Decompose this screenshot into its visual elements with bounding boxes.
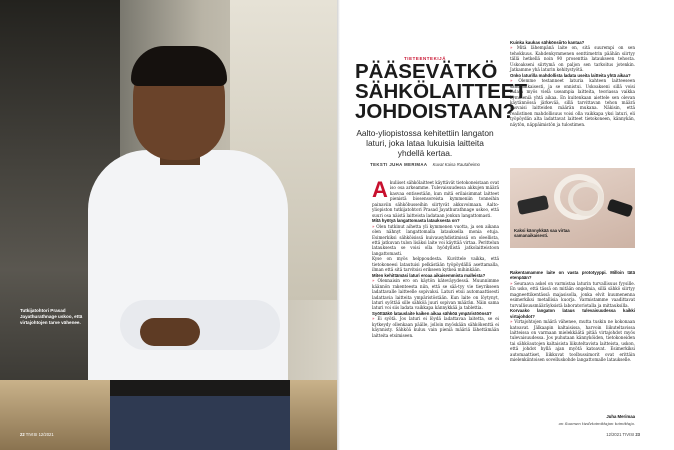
question: Syöttääkö latauslaite kaiken aikaa sähköä ympäristöönsä? xyxy=(372,310,492,316)
answer: » Ei syötä. Jos laturi ei löydä ladattavaa laitetta, se ei kytkeydy ollenkaan päälle, jolloin myöskään sähkökenttä ei käynnisty. Sähköä kuluu vain pieniä määriä lähettämään laitteita etsimiseen. xyxy=(372,316,499,338)
answer: » Olen tutkinut aihetta yli kymmenen vuotta, ja sen aikana olen nähnyt langattomalla latauksella monia etuja. Esimerkiksi sähköisissä kuivausyhdistimissä on oleellista, että jatkuvan tulon lisäksi laite voi käyttää virtaa. Perittelun latauksesta se voisi olla hyödyllistä jatkolaitteistoon langattomasti. xyxy=(372,224,499,257)
byline-photographer: Kuvat Kaisa Rautaheimo xyxy=(432,162,480,167)
question: Mitä hyötyä langattomasta latauksesta on? xyxy=(372,218,460,224)
phone-left xyxy=(517,195,549,215)
byline-author: TEKSTI JUHA MERIMAA xyxy=(370,162,428,167)
inset-caption: Kaksi kännykkää saa virtaa samanaikaisesti. xyxy=(514,228,570,239)
question: Rakentamamme laite on vasta prototyyppi. Milloin tätä etenpään? xyxy=(510,270,635,281)
paragraph-lead: Kyse on myös helppoudesta. xyxy=(372,256,443,262)
inset-photo xyxy=(510,168,635,248)
paragraph-text: Kuvittele vaikka, että tietokoneesi latautuisi pelkästään työpöydällä asettamalla, ilman että sitä tarvitsisi erikseen kytkeä mihinkään. xyxy=(372,256,499,273)
right-page-number: 23 xyxy=(635,432,640,437)
headline: PÄÄSEVÄTKÖ SÄHKÖLAITTEET JOHDOISTAAN? xyxy=(355,60,527,123)
author-role: on Suomen tiedetoimittajan toimittaja. xyxy=(558,421,635,426)
left-issue: 12/2021 xyxy=(38,432,54,437)
answer: » Olemme testanneet laturia kahteen laitteeseen samanaikaisesti, ja se onnistui. Uskoakseni sillä voisi ladata myös vielä useampia laitteita, teoriassa vaikka kymmeniä yhtä aikaa. En kuitenkaan aiettele sen olevan käytännössä järkevää, sillä tarvittavan tehon määrä kasvaisi laitteiden määrän mukana. Näkisin, että realistinen mahdollisuus voisi olla vaikkapa yksi laturi, eli työpöydän alta ladattavat laitteet tietokoneen, kännykän, näytön, näppäimistön ja tulostimen. xyxy=(510,78,635,127)
answer: » Olennaisin ero on käytön käteväyydessä. Muunnimme käännön rakenteesta niin, että se sää-tyy vie tieyrikseen ladattavalle laitteelle sopivaksi. Laturi etsii automaattisesti ladattavia laitteita ympäristöstään. Kun laite on löytynyt, laturi syöttää sille sähköä juuri sopivan määrän. Näin sama laturi voi siis ladata vaikkapa kännykkää ja tablettia. xyxy=(372,278,499,311)
right-magazine-name: TIVISI xyxy=(622,432,635,437)
left-folio xyxy=(20,432,54,437)
intro-paragraph xyxy=(372,177,499,218)
author-signature: Juha Merimaa xyxy=(606,414,635,419)
page-gutter-shadow xyxy=(337,0,340,450)
deck: Aalto-yliopistossa kehitettiin langaton laturi, joka lataa lukuisia laitteita yhdellä kertaa. xyxy=(356,128,494,159)
person-hair xyxy=(131,46,227,86)
article-column-1 xyxy=(372,177,499,338)
left-page-number: 22 xyxy=(20,432,25,437)
article-column-2 xyxy=(510,40,635,127)
question: Onko laturilla mahdollista ladata useita laitteita yhtä aikaa? xyxy=(510,72,631,78)
right-issue: 12/2021 xyxy=(606,432,622,437)
kicker: TIETEENTEKIJÄ xyxy=(404,56,446,61)
question: Miten kehittämäsi laturi eroaa aikaisemmista malleista? xyxy=(372,272,486,278)
byline xyxy=(355,162,495,167)
person-belt xyxy=(110,380,290,396)
charger-coil-inner xyxy=(568,182,604,216)
right-folio xyxy=(560,432,640,437)
intro-text: kuliiset sähkölaitteet käyttävät tietokoneistaan ovat iso osa arkeamme. Tulevaisuudessa akkujen määrä kasvaa entisestään, kun mitä erilaisimmat laitteet pienistä biosensoreista kymmeniin tonneihin painaviin sähköbusseihin siirtyvät akkuvoimaan. Aalto-yliopiston tutkijatohtori Prasad Jayathurathnage uskoo, että suuri osa näistä laitteista ladataan jonkun langattomasti. xyxy=(372,180,499,218)
phone-right xyxy=(607,199,634,218)
person-hand xyxy=(140,318,200,346)
drop-cap: A xyxy=(372,177,388,202)
left-magazine-name: TIVISI xyxy=(25,432,38,437)
photo-caption: Tutkijatohtori Prasad Jayathurathnage uskoo, että virtajohtojen tarve vähenee. xyxy=(20,308,83,325)
article-column-3 xyxy=(510,270,635,363)
question: Korvaako langaton lataus tulevaisuudessa kaikki virtajohdot? xyxy=(510,308,635,319)
question: Kuinka kaukas sähkönsiirto kantaa? xyxy=(510,40,585,45)
answer: » Virtajohtojen määrä vähenee, mutta tuskin ne kokonaan katoavat. Jälkaapin kaltaisissa, harvoin liikuteltavissa laitteissa on varmaan mielekkäätä pitää virtajohdot myös tulevaisuudessa. Jos puhutaan kännyköiden, tietokoneiden tai sähköautojen kaltaisista liikuteltavista laitteista, uskon, että johdot hyllä ajan myötä katoavat. Esimerkiksi automaattiset, liikkuvat toolbussimorit ovat erittäin mielenkiintoisen sovelluskohde langattomalle lataukselle. xyxy=(510,319,635,363)
answer: » Seuraava askel on varmistaa laturin turvallisuus fyysille. En usko, että tässä on mitään ongelmia, sillä sähkö siirtyy magneettikentässä majasisolla, jonka elvit kuumenenna esimerkiksi metallisia kuorja. Varmistamme vaadittavat turvallisuusmääräyksistä laboratoriotalla ja mittauksilla. xyxy=(510,281,635,308)
paragraph xyxy=(372,256,499,272)
person-jeans xyxy=(110,396,290,450)
answer: » Mitä lähempänä laite on, sitä suurempi on sen tehokkuus. Kahdenkymmenen senttimetrin päähän siirtyy tällä hetkellä noin 90 prosenttia lataukseen tehosta. Uskoakseni siirtymä on paljon sen tarkoitus jotenkin. Jatkamme yhä laturin kehitystyötä. xyxy=(510,45,635,72)
